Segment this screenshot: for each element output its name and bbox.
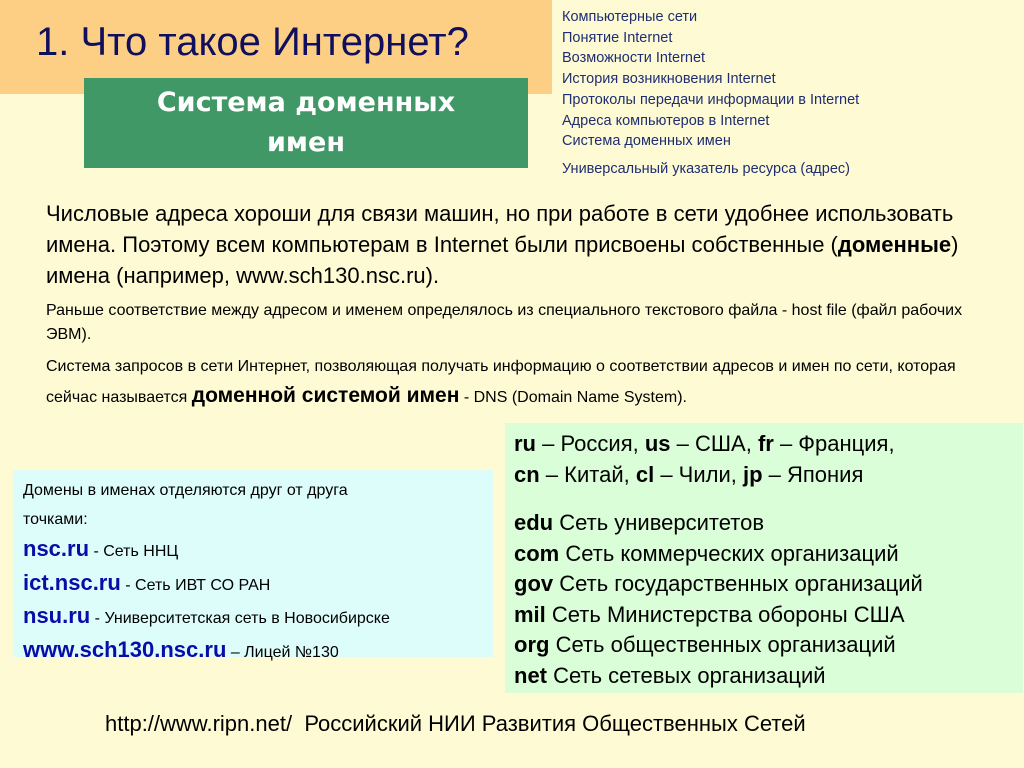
domain-name: ict.nsc.ru — [23, 569, 121, 595]
toc-link-computer-networks[interactable]: Компьютерные сети — [562, 9, 698, 25]
toc-link-computer-addresses[interactable]: Адреса компьютеров в Internet — [562, 112, 770, 129]
tld-item — [514, 508, 1023, 539]
domain-desc: - Сеть ИВТ СО РАН — [120, 576, 271, 594]
table-of-contents — [562, 7, 1022, 180]
footer-text: Российский НИИ Развития Общественных Сетей — [292, 711, 806, 736]
tld-code: fr — [757, 431, 774, 456]
toc-link-internet-capabilities[interactable]: Возможности Internet — [562, 50, 706, 67]
tld-item — [514, 539, 1023, 570]
tld-code: jp — [742, 461, 763, 487]
tld-code: mil — [514, 601, 546, 627]
text: Система запросов в сети Интернет, позволяющая получать информацию о соответствии адресов и имен по сети, которая сейчас называется — [46, 358, 956, 406]
toc-link-internet-concept[interactable]: Понятие Internet — [562, 29, 673, 46]
domain-name: www.sch130.nsc.ru — [23, 636, 227, 662]
tld-desc: Сеть сетевых организаций — [547, 662, 826, 688]
tld-code: cl — [635, 461, 655, 487]
tld-desc: – Чили, — [654, 461, 743, 487]
top-level-domains-box — [505, 423, 1023, 693]
domain-examples-box — [13, 470, 493, 662]
tld-code: net — [514, 662, 547, 688]
section-heading-line: имен — [267, 127, 345, 158]
paragraph-dns — [46, 352, 976, 412]
spacer — [514, 490, 1023, 508]
text: ) имена (например, www.sch130.nsc.ru). — [46, 232, 959, 288]
page-title: 1. Что такое Интернет? — [36, 20, 469, 64]
tld-desc: Сеть Министерства обороны США — [545, 601, 905, 627]
text: - DNS (Domain Name System). — [459, 389, 687, 406]
country-codes-line — [514, 429, 1023, 460]
domain-desc: - Университетская сеть в Новосибирске — [90, 610, 390, 627]
section-heading-line: Система доменных — [156, 87, 456, 118]
tld-desc: – США, — [670, 431, 758, 456]
country-codes-line — [514, 460, 1023, 491]
tld-desc: Сеть общественных организаций — [549, 632, 896, 657]
domain-desc: - Сеть ННЦ — [89, 543, 179, 560]
tld-code: us — [644, 431, 671, 456]
toc-link-protocols[interactable]: Протоколы передачи информации в Internet — [562, 91, 860, 108]
tld-desc: – Китай, — [539, 461, 636, 487]
domain-example — [23, 534, 493, 568]
footer — [105, 711, 806, 737]
main-text — [46, 198, 976, 412]
tld-code: com — [514, 540, 560, 566]
tld-desc: Сеть коммерческих организаций — [559, 540, 899, 566]
toc-link-domain-name-system[interactable]: Система доменных имен — [562, 133, 731, 150]
ripn-link[interactable]: http://www.ripn.net/ — [105, 711, 293, 736]
tld-code: cn — [514, 461, 540, 487]
tld-code: org — [514, 632, 550, 657]
emphasis-domain: доменные — [837, 232, 952, 257]
tld-desc: – Япония — [762, 461, 864, 487]
domain-name: nsc.ru — [23, 536, 90, 561]
tld-item — [514, 630, 1023, 661]
tld-desc: – Франция, — [773, 431, 895, 456]
paragraph-numeric-addresses — [46, 198, 976, 291]
domains-intro: точками: — [23, 511, 88, 528]
domain-example — [23, 601, 493, 635]
tld-code: ru — [514, 431, 536, 456]
tld-item — [514, 569, 1023, 600]
tld-code: gov — [514, 571, 554, 596]
domain-desc: – Лицей №130 — [226, 643, 339, 661]
tld-desc: – Россия, — [536, 431, 645, 456]
toc-link-internet-history[interactable]: История возникновения Internet — [562, 71, 776, 88]
domain-name: nsu.ru — [23, 603, 91, 628]
domain-example — [23, 568, 493, 602]
tld-item — [514, 600, 1023, 631]
tld-desc: Сеть государственных организаций — [553, 571, 923, 596]
tld-desc: Сеть университетов — [553, 510, 765, 535]
tld-code: edu — [514, 510, 554, 535]
emphasis-dns: доменной системой имен — [191, 384, 460, 407]
text: Числовые адреса хороши для связи машин, но при работе в сети удобнее использовать имена. Поэтому всем компьютерам в Internet были присвоены собственные ( — [46, 201, 954, 257]
paragraph-host-file: Раньше соответствие между адресом и именем определялось из специального текстового файла - host file (файл рабочих ЭВМ). — [46, 302, 963, 343]
domains-intro: Домены в именах отделяются друг от друга — [23, 482, 348, 499]
section-heading — [84, 78, 528, 168]
domain-example — [23, 635, 493, 669]
toc-link-url[interactable]: Универсальный указатель ресурса (адрес) — [562, 160, 850, 177]
tld-item — [514, 661, 1023, 692]
